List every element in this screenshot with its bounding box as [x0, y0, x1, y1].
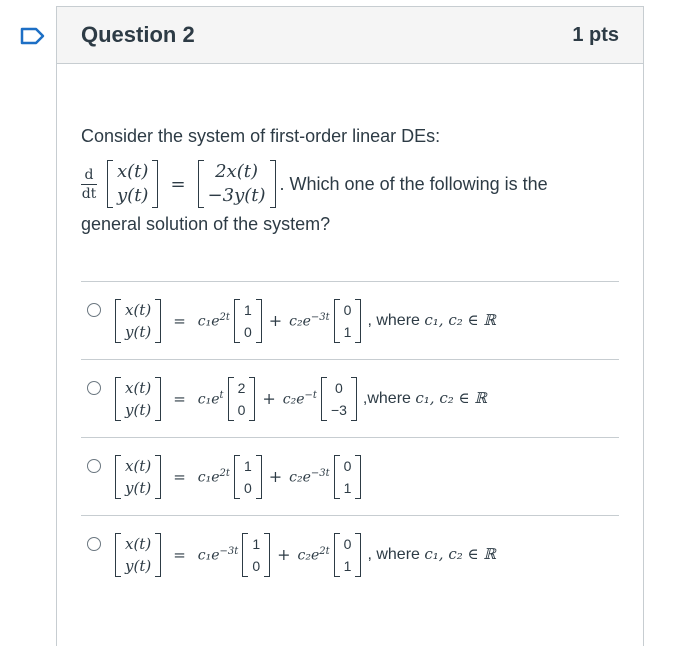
option-condition: , where c₁, c₂ ∈ ℝ [367, 311, 496, 329]
answer-options [81, 281, 619, 593]
eigenvector-2: 0 1 [334, 533, 362, 577]
question-header [57, 7, 643, 64]
eigenvector-1: 1 0 [234, 455, 262, 499]
eigenvector-1: 1 0 [234, 299, 262, 343]
flag-question-icon[interactable] [20, 27, 46, 45]
radio-button[interactable] [87, 459, 101, 473]
answer-option-2[interactable]: x(t) y(t) = $c_1e^t$ 2 0 + $c_2e^{-t}$ 0 −3 ,where c₁, c₂ ∈ ℝ [81, 359, 619, 437]
answer-option-4[interactable]: x(t) y(t) = $c_1e^{-3t}$ 1 0 + $c_2e^{2t}$ 0 1 , where c₁, c₂ ∈ ℝ [81, 515, 619, 593]
option-condition: , where c₁, c₂ ∈ ℝ [367, 545, 496, 563]
option-lhs-vector: x(t) y(t) [115, 299, 161, 343]
eigenvector-2: 0 1 [334, 299, 362, 343]
question-points: 1 pts [572, 23, 619, 46]
question-card [56, 6, 644, 646]
radio-button[interactable] [87, 303, 101, 317]
eigenvector-2: 0 1 [334, 455, 362, 499]
eigenvector-1: 1 0 [242, 533, 270, 577]
question-prompt-continued: general solution of the system? [81, 214, 331, 234]
coefficient-1: $c_1e^{2t}$ [197, 467, 230, 486]
system-equation: $\frac{d}{dt}$ x(t) y(t) = 2x(t) −3y(t) . Which one of the following is the [81, 161, 548, 206]
question-title: Question 2 [81, 22, 195, 47]
answer-option-1[interactable]: x(t) y(t) = $c_1e^{2t}$ 1 0 + $c_2e^{-3t}$ 0 1 , where c₁, c₂ ∈ ℝ [81, 281, 619, 359]
prompt-tail: . Which one of the following is the [279, 173, 548, 194]
answer-option-3[interactable]: x(t) y(t) = $c_1e^{2t}$ 1 0 + $c_2e^{-3t}$ 0 1 [81, 437, 619, 515]
derivative-operator: $\frac{d}{dt}$ [81, 166, 97, 202]
eigenvector-1: 2 0 [228, 377, 256, 421]
option-lhs-vector: x(t) y(t) [115, 455, 161, 499]
coefficient-2: $c_2e^{-t}$ [282, 389, 317, 408]
question-prompt: Consider the system of first-order linear DEs: [81, 126, 441, 146]
coefficient-2: $c_2e^{2t}$ [297, 545, 330, 564]
option-lhs-vector: x(t) y(t) [115, 377, 161, 421]
lhs-vector: x(t) y(t) [107, 160, 158, 208]
question-body [57, 124, 643, 593]
radio-button[interactable] [87, 537, 101, 551]
eigenvector-2: 0 −3 [321, 377, 357, 421]
radio-button[interactable] [87, 381, 101, 395]
coefficient-2: $c_2e^{-3t}$ [289, 311, 330, 330]
option-lhs-vector: x(t) y(t) [115, 533, 161, 577]
coefficient-1: $c_1e^{-3t}$ [197, 545, 239, 564]
rhs-vector: 2x(t) −3y(t) [198, 160, 276, 208]
coefficient-1: $c_1e^t$ [197, 389, 224, 408]
coefficient-1: $c_1e^{2t}$ [197, 311, 230, 330]
option-condition: ,where c₁, c₂ ∈ ℝ [362, 389, 487, 407]
coefficient-2: $c_2e^{-3t}$ [289, 467, 330, 486]
